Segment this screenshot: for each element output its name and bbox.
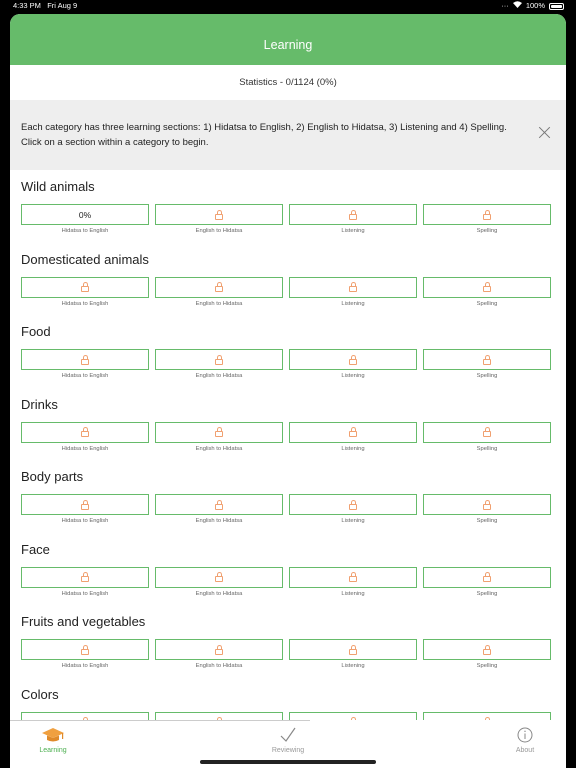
lock-icon (215, 645, 223, 655)
section-button[interactable] (289, 422, 417, 443)
section-cell (423, 349, 551, 379)
section-label: Spelling (476, 300, 498, 307)
section-cell (289, 567, 417, 597)
section-label: Spelling (476, 228, 498, 234)
section-button[interactable] (21, 639, 149, 660)
lock-icon (81, 572, 89, 582)
lock-icon (349, 427, 357, 437)
dots-icon: ··· (501, 1, 509, 10)
section-button[interactable] (21, 567, 149, 588)
section-button[interactable] (289, 567, 417, 588)
category-title: Fruits and vegetables (21, 614, 146, 629)
section-button[interactable] (21, 277, 149, 298)
lock-icon (483, 282, 491, 292)
section-button[interactable] (155, 277, 283, 298)
lock-icon (349, 572, 357, 582)
lock-icon (215, 427, 223, 437)
section-cell (155, 204, 283, 234)
section-label: Hidatsa to English (61, 590, 109, 597)
lock-icon (483, 210, 491, 220)
section-label: Listening (341, 518, 365, 524)
section-button[interactable] (423, 422, 551, 443)
section-label: Spelling (476, 663, 498, 669)
section-cell (21, 349, 149, 379)
status-date: Fri Aug 9 (47, 1, 78, 10)
lock-icon (81, 282, 89, 292)
section-label: English to Hidatsa (195, 590, 243, 597)
section-button[interactable] (155, 567, 283, 588)
lock-icon (81, 355, 89, 365)
info-text-line1: Each category has three learning sections: 1) Hidatsa to English, 2) English to Hidatsa, 3) Listening and 4) Spelling. (21, 122, 507, 133)
info-icon (475, 726, 566, 744)
tab-about-label: About (515, 747, 535, 754)
section-cell (21, 422, 149, 452)
section-label: Listening (341, 590, 365, 597)
tab-learning[interactable] (10, 726, 103, 754)
section-label: Hidatsa to English (61, 373, 109, 379)
lock-icon (215, 355, 223, 365)
section-button[interactable] (155, 422, 283, 443)
section-button[interactable] (423, 349, 551, 370)
status-time: 4:33 PM (13, 1, 41, 10)
section-cell (289, 639, 417, 669)
navigation-bar (10, 14, 566, 65)
wifi-icon (513, 0, 522, 12)
section-button[interactable] (155, 639, 283, 660)
section-button[interactable] (21, 204, 149, 225)
lock-icon (215, 282, 223, 292)
section-button[interactable] (423, 494, 551, 515)
section-button[interactable] (423, 639, 551, 660)
tab-reviewing[interactable] (238, 726, 338, 754)
section-label: English to Hidatsa (195, 518, 243, 524)
lock-icon (483, 572, 491, 582)
section-cell (423, 639, 551, 669)
section-label: English to Hidatsa (195, 663, 243, 669)
info-text-line2: Click on a section within a category to begin. (21, 137, 209, 148)
tab-about[interactable] (475, 726, 566, 754)
section-cell (423, 204, 551, 234)
lock-icon (215, 500, 223, 510)
section-button[interactable] (423, 277, 551, 298)
section-cell (423, 422, 551, 452)
lock-icon (81, 500, 89, 510)
section-button[interactable] (423, 204, 551, 225)
section-button[interactable] (289, 349, 417, 370)
category-title: Wild animals (21, 179, 95, 194)
category-title: Body parts (21, 469, 84, 484)
section-label: English to Hidatsa (195, 228, 243, 234)
tab-bar-divider (10, 720, 310, 721)
section-label: Listening (341, 663, 365, 669)
section-button[interactable] (155, 494, 283, 515)
section-cell (289, 422, 417, 452)
status-bar (0, 0, 576, 14)
section-label: English to Hidatsa (195, 300, 243, 307)
section-button[interactable] (289, 204, 417, 225)
page-title: Learning (263, 38, 313, 52)
section-cell (423, 567, 551, 597)
category-title: Face (21, 541, 50, 557)
statistics-summary (10, 65, 566, 100)
lock-icon (483, 645, 491, 655)
section-button[interactable] (289, 277, 417, 298)
checkmark-icon (238, 726, 338, 744)
lock-icon (81, 645, 89, 655)
statistics-text: Statistics - 0/1124 (0%) (239, 77, 337, 88)
section-label: Hidatsa to English (61, 228, 109, 234)
section-label: Listening (341, 300, 365, 307)
section-label: English to Hidatsa (195, 373, 243, 379)
section-progress: 0% (78, 209, 92, 220)
section-cell (423, 277, 551, 307)
category-title: Colors (21, 686, 59, 702)
section-cell (155, 494, 283, 524)
section-cell (21, 204, 149, 234)
section-button[interactable] (155, 204, 283, 225)
category-title: Drinks (21, 396, 58, 412)
tab-learning-label: Learning (39, 747, 67, 754)
section-label: Spelling (476, 445, 498, 452)
section-cell (155, 349, 283, 379)
section-label: English to Hidatsa (195, 445, 243, 452)
section-cell (155, 422, 283, 452)
section-cell (289, 494, 417, 524)
section-label: Spelling (476, 590, 498, 597)
section-label: Listening (341, 228, 365, 234)
category-title: Domesticated animals (21, 251, 149, 267)
section-cell (21, 567, 149, 597)
section-cell (289, 349, 417, 379)
section-cell (21, 639, 149, 669)
section-cell (21, 494, 149, 524)
app-window (10, 14, 566, 768)
home-indicator (200, 760, 376, 764)
graduation-cap-icon (10, 726, 103, 744)
lock-icon (81, 427, 89, 437)
section-label: Listening (341, 373, 365, 379)
status-right (501, 0, 564, 12)
lock-icon (349, 355, 357, 365)
lock-icon (349, 500, 357, 510)
battery-percent: 100% (525, 1, 545, 10)
category-title: Food (21, 324, 51, 339)
status-left (13, 0, 77, 12)
section-button[interactable] (21, 494, 149, 515)
section-label: Spelling (476, 518, 498, 524)
section-button[interactable] (21, 422, 149, 443)
section-label: Hidatsa to English (61, 445, 109, 452)
section-button[interactable] (155, 349, 283, 370)
section-button[interactable] (289, 494, 417, 515)
lock-icon (349, 645, 357, 655)
lock-icon (215, 572, 223, 582)
section-cell (155, 277, 283, 307)
section-button[interactable] (289, 639, 417, 660)
lock-icon (483, 355, 491, 365)
section-cell (423, 494, 551, 524)
section-label: Listening (341, 445, 365, 452)
section-button[interactable] (21, 349, 149, 370)
info-banner (10, 100, 566, 170)
section-cell (155, 567, 283, 597)
section-cell (289, 204, 417, 234)
section-label: Hidatsa to English (61, 300, 109, 307)
close-icon[interactable] (538, 127, 550, 139)
section-label: Spelling (476, 373, 498, 379)
section-cell (289, 277, 417, 307)
lock-icon (215, 210, 223, 220)
tab-reviewing-label: Reviewing (271, 747, 305, 754)
section-cell (21, 277, 149, 307)
lock-icon (349, 282, 357, 292)
section-label: Hidatsa to English (61, 663, 109, 669)
section-button[interactable] (423, 567, 551, 588)
section-label: Hidatsa to English (61, 518, 109, 524)
section-cell (155, 639, 283, 669)
battery-icon (549, 3, 564, 10)
lock-icon (483, 500, 491, 510)
lock-icon (483, 427, 491, 437)
lock-icon (349, 210, 357, 220)
